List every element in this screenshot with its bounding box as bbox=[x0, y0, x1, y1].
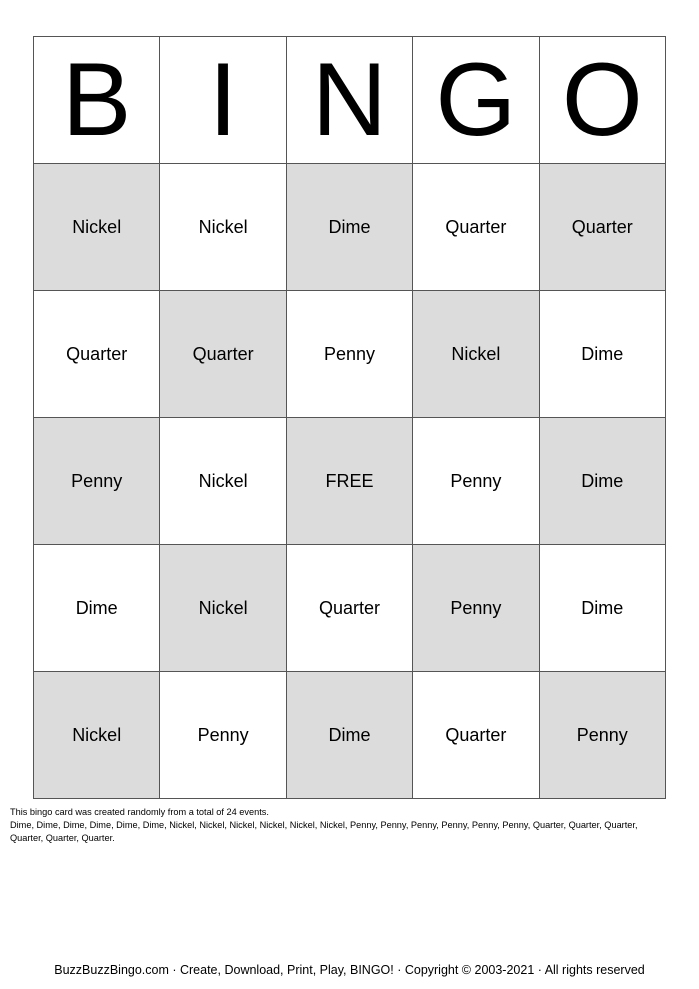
bingo-cell: Dime bbox=[286, 164, 412, 291]
bingo-row-4 bbox=[34, 545, 666, 672]
header-letter-g: G bbox=[413, 37, 539, 164]
bingo-cell: Quarter bbox=[34, 291, 160, 418]
bingo-cell: Quarter bbox=[539, 164, 665, 291]
bingo-row-1 bbox=[34, 164, 666, 291]
bingo-cell: Penny bbox=[413, 418, 539, 545]
footer-copyright: BuzzBuzzBingo.com · Create, Download, Print, Play, BINGO! · Copyright © 2003-2021 · All rights reserved bbox=[54, 963, 645, 977]
bingo-cell: Nickel bbox=[413, 291, 539, 418]
bingo-cell: Dime bbox=[34, 545, 160, 672]
bingo-cell: Nickel bbox=[160, 545, 286, 672]
header-letter-n: N bbox=[286, 37, 412, 164]
bingo-cell: Quarter bbox=[413, 164, 539, 291]
note-events-list: Dime, Dime, Dime, Dime, Dime, Dime, Nickel, Nickel, Nickel, Nickel, Nickel, Nickel, Penny, Penny, Penny, Penny, Penny, Penny, Quarter, Quarter, Quarter, Quarter, Quarter, Quarter. bbox=[10, 820, 638, 843]
bingo-row-5 bbox=[34, 672, 666, 799]
bingo-cell: Penny bbox=[413, 545, 539, 672]
free-space-cell: FREE bbox=[286, 418, 412, 545]
bingo-cell: Nickel bbox=[34, 672, 160, 799]
card-generation-note bbox=[10, 806, 670, 845]
bingo-cell: Nickel bbox=[160, 164, 286, 291]
bingo-cell: Nickel bbox=[160, 418, 286, 545]
bingo-card bbox=[33, 36, 666, 799]
bingo-cell: Dime bbox=[539, 291, 665, 418]
bingo-cell: Quarter bbox=[286, 545, 412, 672]
bingo-cell: Dime bbox=[539, 418, 665, 545]
bingo-row-3 bbox=[34, 418, 666, 545]
bingo-cell: Quarter bbox=[413, 672, 539, 799]
header-letter-o: O bbox=[539, 37, 665, 164]
bingo-cell: Dime bbox=[286, 672, 412, 799]
bingo-header-row bbox=[34, 37, 666, 164]
bingo-cell: Quarter bbox=[160, 291, 286, 418]
bingo-cell: Penny bbox=[286, 291, 412, 418]
bingo-cell: Dime bbox=[539, 545, 665, 672]
bingo-cell: Penny bbox=[160, 672, 286, 799]
bingo-cell: Penny bbox=[34, 418, 160, 545]
note-intro: This bingo card was created randomly from a total of 24 events. bbox=[10, 807, 269, 817]
bingo-row-2 bbox=[34, 291, 666, 418]
bingo-cell: Penny bbox=[539, 672, 665, 799]
bingo-cell: Nickel bbox=[34, 164, 160, 291]
header-letter-i: I bbox=[160, 37, 286, 164]
header-letter-b: B bbox=[34, 37, 160, 164]
